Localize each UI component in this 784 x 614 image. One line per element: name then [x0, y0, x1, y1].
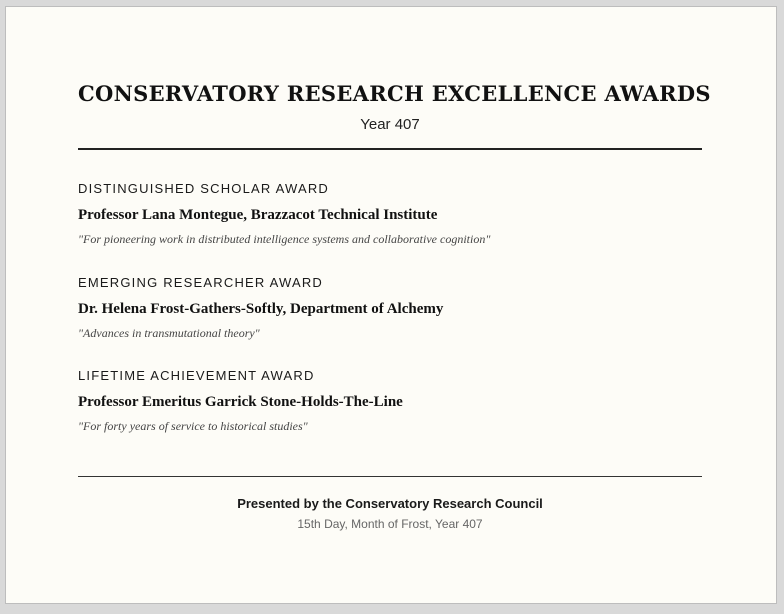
award-recipient: Dr. Helena Frost-Gathers-Softly, Department of Alchemy	[78, 301, 444, 317]
award-recipient: Professor Emeritus Garrick Stone-Holds-The-Line	[78, 394, 403, 410]
award-heading: LIFETIME ACHIEVEMENT AWARD	[78, 368, 315, 383]
award-citation: "Advances in transmutational theory"	[78, 326, 260, 340]
presented-by: Presented by the Conservatory Research Council	[237, 496, 543, 511]
award-citation: "For pioneering work in distributed intelligence systems and collaborative cognition"	[78, 232, 491, 246]
header-divider	[78, 148, 702, 150]
award-date: 15th Day, Month of Frost, Year 407	[297, 517, 483, 531]
award-heading: DISTINGUISHED SCHOLAR AWARD	[78, 181, 330, 196]
award-heading: EMERGING RESEARCHER AWARD	[78, 275, 324, 290]
page-subtitle: Year 407	[360, 116, 420, 133]
footer-divider	[78, 476, 702, 477]
award-lifetime-achievement	[78, 367, 702, 434]
award-emerging-researcher	[78, 274, 702, 341]
award-distinguished-scholar	[78, 180, 702, 247]
document-page	[5, 6, 777, 604]
page-title: CONSERVATORY RESEARCH EXCELLENCE AWARDS	[78, 81, 711, 106]
award-citation: "For forty years of service to historical studies"	[78, 419, 308, 433]
award-recipient: Professor Lana Montegue, Brazzacot Technical Institute	[78, 207, 438, 223]
